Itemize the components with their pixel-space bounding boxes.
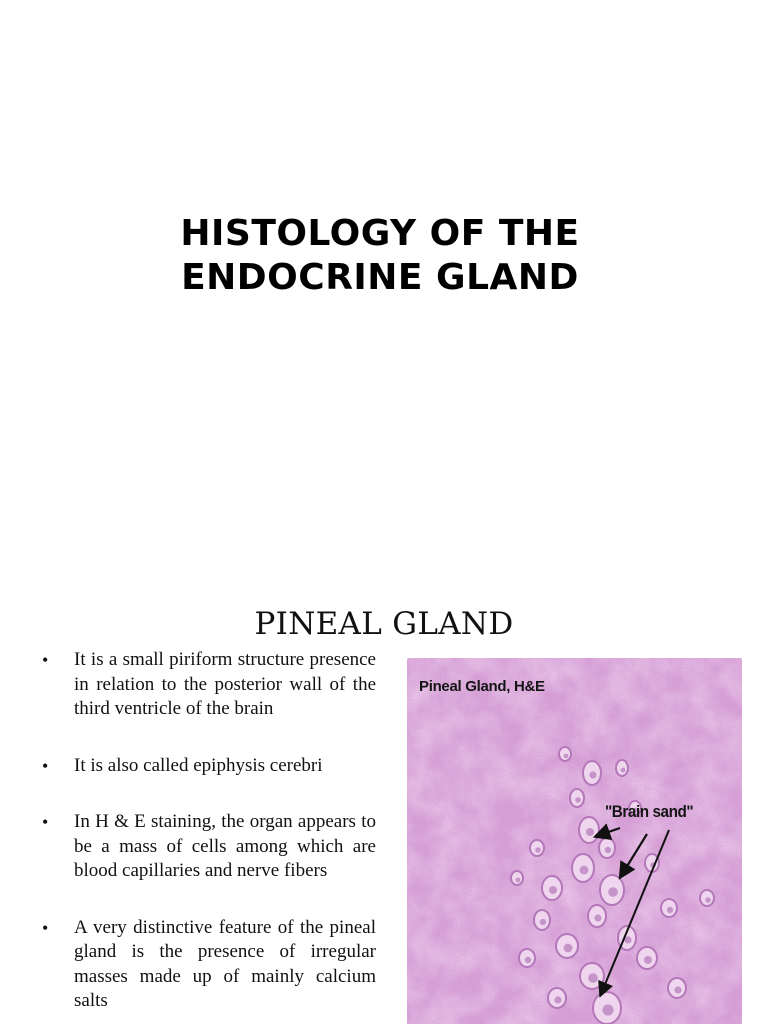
concretion-core [554, 996, 561, 1003]
main-title-line-2: ENDOCRINE GLAND [181, 257, 579, 298]
concretion-core [535, 847, 541, 853]
concretion-core [586, 828, 594, 836]
concretion-core [564, 944, 573, 953]
concretion-core [564, 754, 569, 759]
bullet-icon: • [42, 812, 49, 832]
bullet-list [40, 648, 376, 1024]
brain-sand-annotation: "Brain sand" [605, 802, 694, 821]
bullet-icon: • [42, 917, 49, 938]
slide-title: PINEAL GLAND [254, 606, 514, 642]
concretion-core [674, 986, 681, 993]
concretion-core [525, 957, 531, 963]
concretion-core [667, 907, 673, 913]
bullet-item [40, 810, 376, 884]
micrograph-texture [407, 658, 742, 1024]
concretion-core [588, 973, 598, 983]
concretion-core [705, 897, 711, 903]
main-title [160, 212, 600, 300]
micrograph-image [407, 658, 742, 1024]
micrograph-label: Pineal Gland, H&E [419, 678, 545, 695]
concretion-core [594, 914, 601, 921]
main-title-line-1: HISTOLOGY OF THE [180, 213, 580, 254]
bullet-item [40, 648, 376, 722]
bullet-text: It is also called epiphysis cerebri [74, 754, 323, 776]
concretion-core [540, 919, 546, 925]
bullet-icon: • [42, 755, 49, 776]
concretion-core [516, 878, 521, 883]
concretion-core [575, 797, 581, 803]
concretion-core [644, 956, 652, 964]
concretion-core [608, 887, 618, 897]
concretion-core [589, 771, 596, 778]
bullet-text: In H & E staining, the organ appears to be a mass of cells among which are blood capillaries and nerve fibers [74, 811, 376, 881]
bullet-text: It is a small piriform structure presence in relation to the posterior wall of the third ventricle of the brain [74, 649, 376, 719]
bullet-icon: • [42, 650, 49, 670]
concretion-core [605, 847, 611, 853]
concretion-core [580, 866, 589, 875]
bullet-item [40, 754, 376, 779]
bullet-item [40, 916, 376, 1014]
concretion-core [621, 768, 626, 773]
concretion-core [549, 886, 557, 894]
bullet-text: A very distinctive feature of the pineal gland is the presence of irregular masses made up of mainly calcium salts [74, 916, 376, 1011]
concretion-core [602, 1004, 613, 1015]
pineal-gland-slide [0, 560, 768, 1024]
